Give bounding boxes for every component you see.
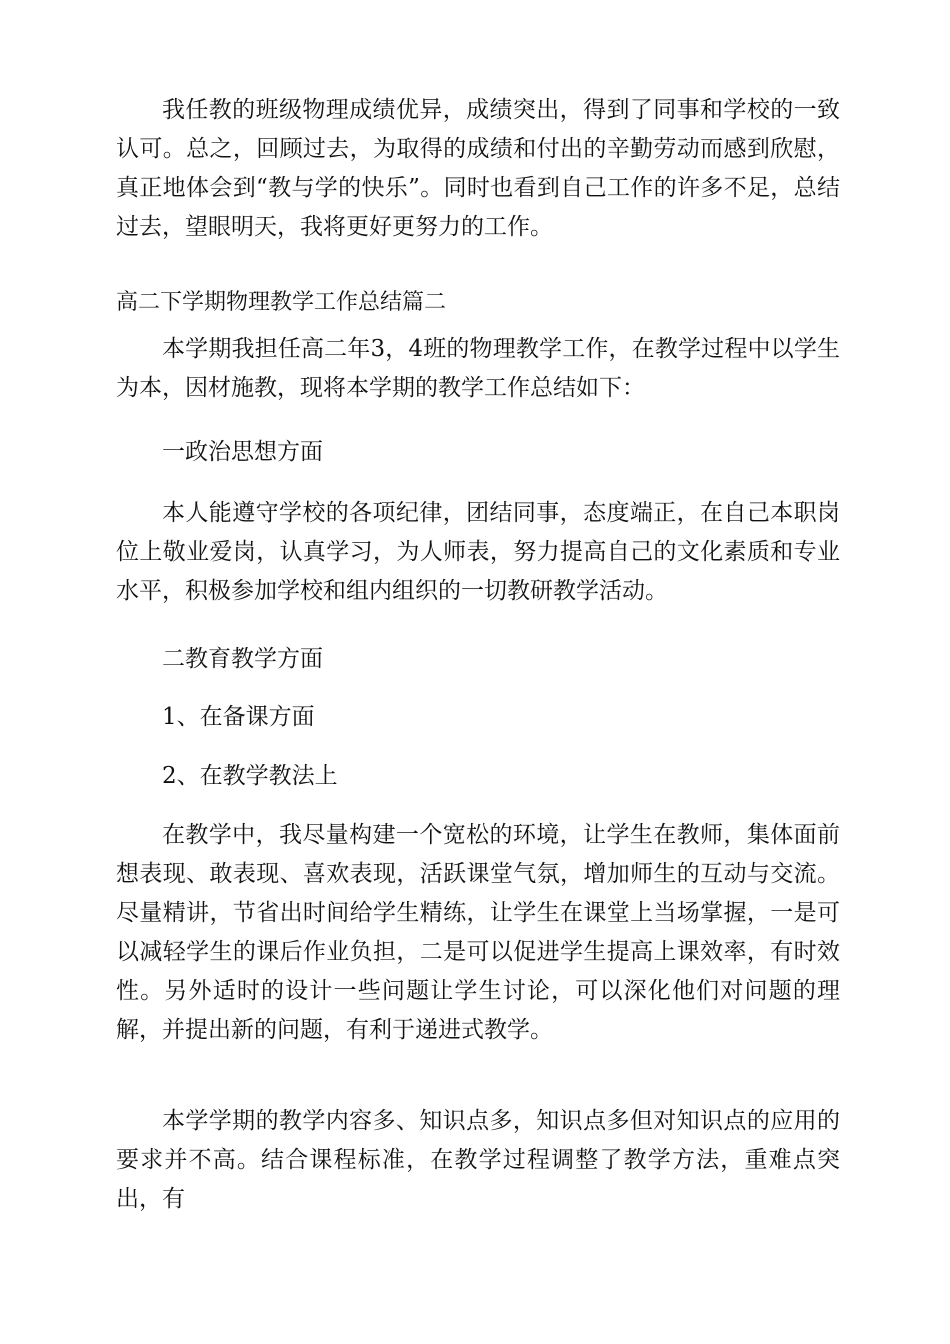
paragraph-achievement-summary: 我任教的班级物理成绩优异，成绩突出，得到了同事和学校的一致认可。总之，回顾过去，为取得的成绩和付出的辛勤劳动而感到欣慰，真正地体会到“教与学的快乐”。同时也看到自己工作的许多不足，总结过去，望眼明天，我将更好更努力的工作。 (116, 97, 840, 240)
subheading-teaching-methods: 2、在教学教法上 (162, 763, 338, 789)
subheading-teaching: 二教育教学方面 (162, 646, 323, 672)
paragraph-political-thought: 本人能遵守学校的各项纪律，团结同事，态度端正，在自己本职岗位上敬业爱岗，认真学习，为人师表，努力提高自己的文化素质和专业水平，积极参加学校和组内组织的一切教研教学活动。 (116, 500, 840, 604)
paragraph-teaching-methods: 在教学中，我尽量构建一个宽松的环境，让学生在教师，集体面前想表现、敢表现、喜欢表现，活跃课堂气氛，增加师生的互动与交流。尽量精讲，节省出时间给学生精练，让学生在课堂上当场掌握，一是可以减轻学生的课后作业负担，二是可以促进学生提高上课效率，有时效性。另外适时的设计一些问题让学生讨论，可以深化他们对问题的理解，并提出新的问题，有利于递进式教学。 (116, 822, 840, 1043)
section-heading-part-two: 高二下学期物理教学工作总结篇二 (116, 290, 447, 315)
subheading-lesson-prep: 1、在备课方面 (162, 704, 315, 730)
paragraph-semester-content: 本学学期的教学内容多、知识点多，知识点多但对知识点的应用的要求并不高。结合课程标准，在教学过程调整了教学方法，重难点突出，有 (116, 1108, 840, 1212)
subheading-political-thought: 一政治思想方面 (162, 439, 323, 465)
paragraph-intro: 本学期我担任高二年3，4班的物理教学工作，在教学过程中以学生为本，因材施教，现将本学期的教学工作总结如下： (116, 336, 840, 401)
